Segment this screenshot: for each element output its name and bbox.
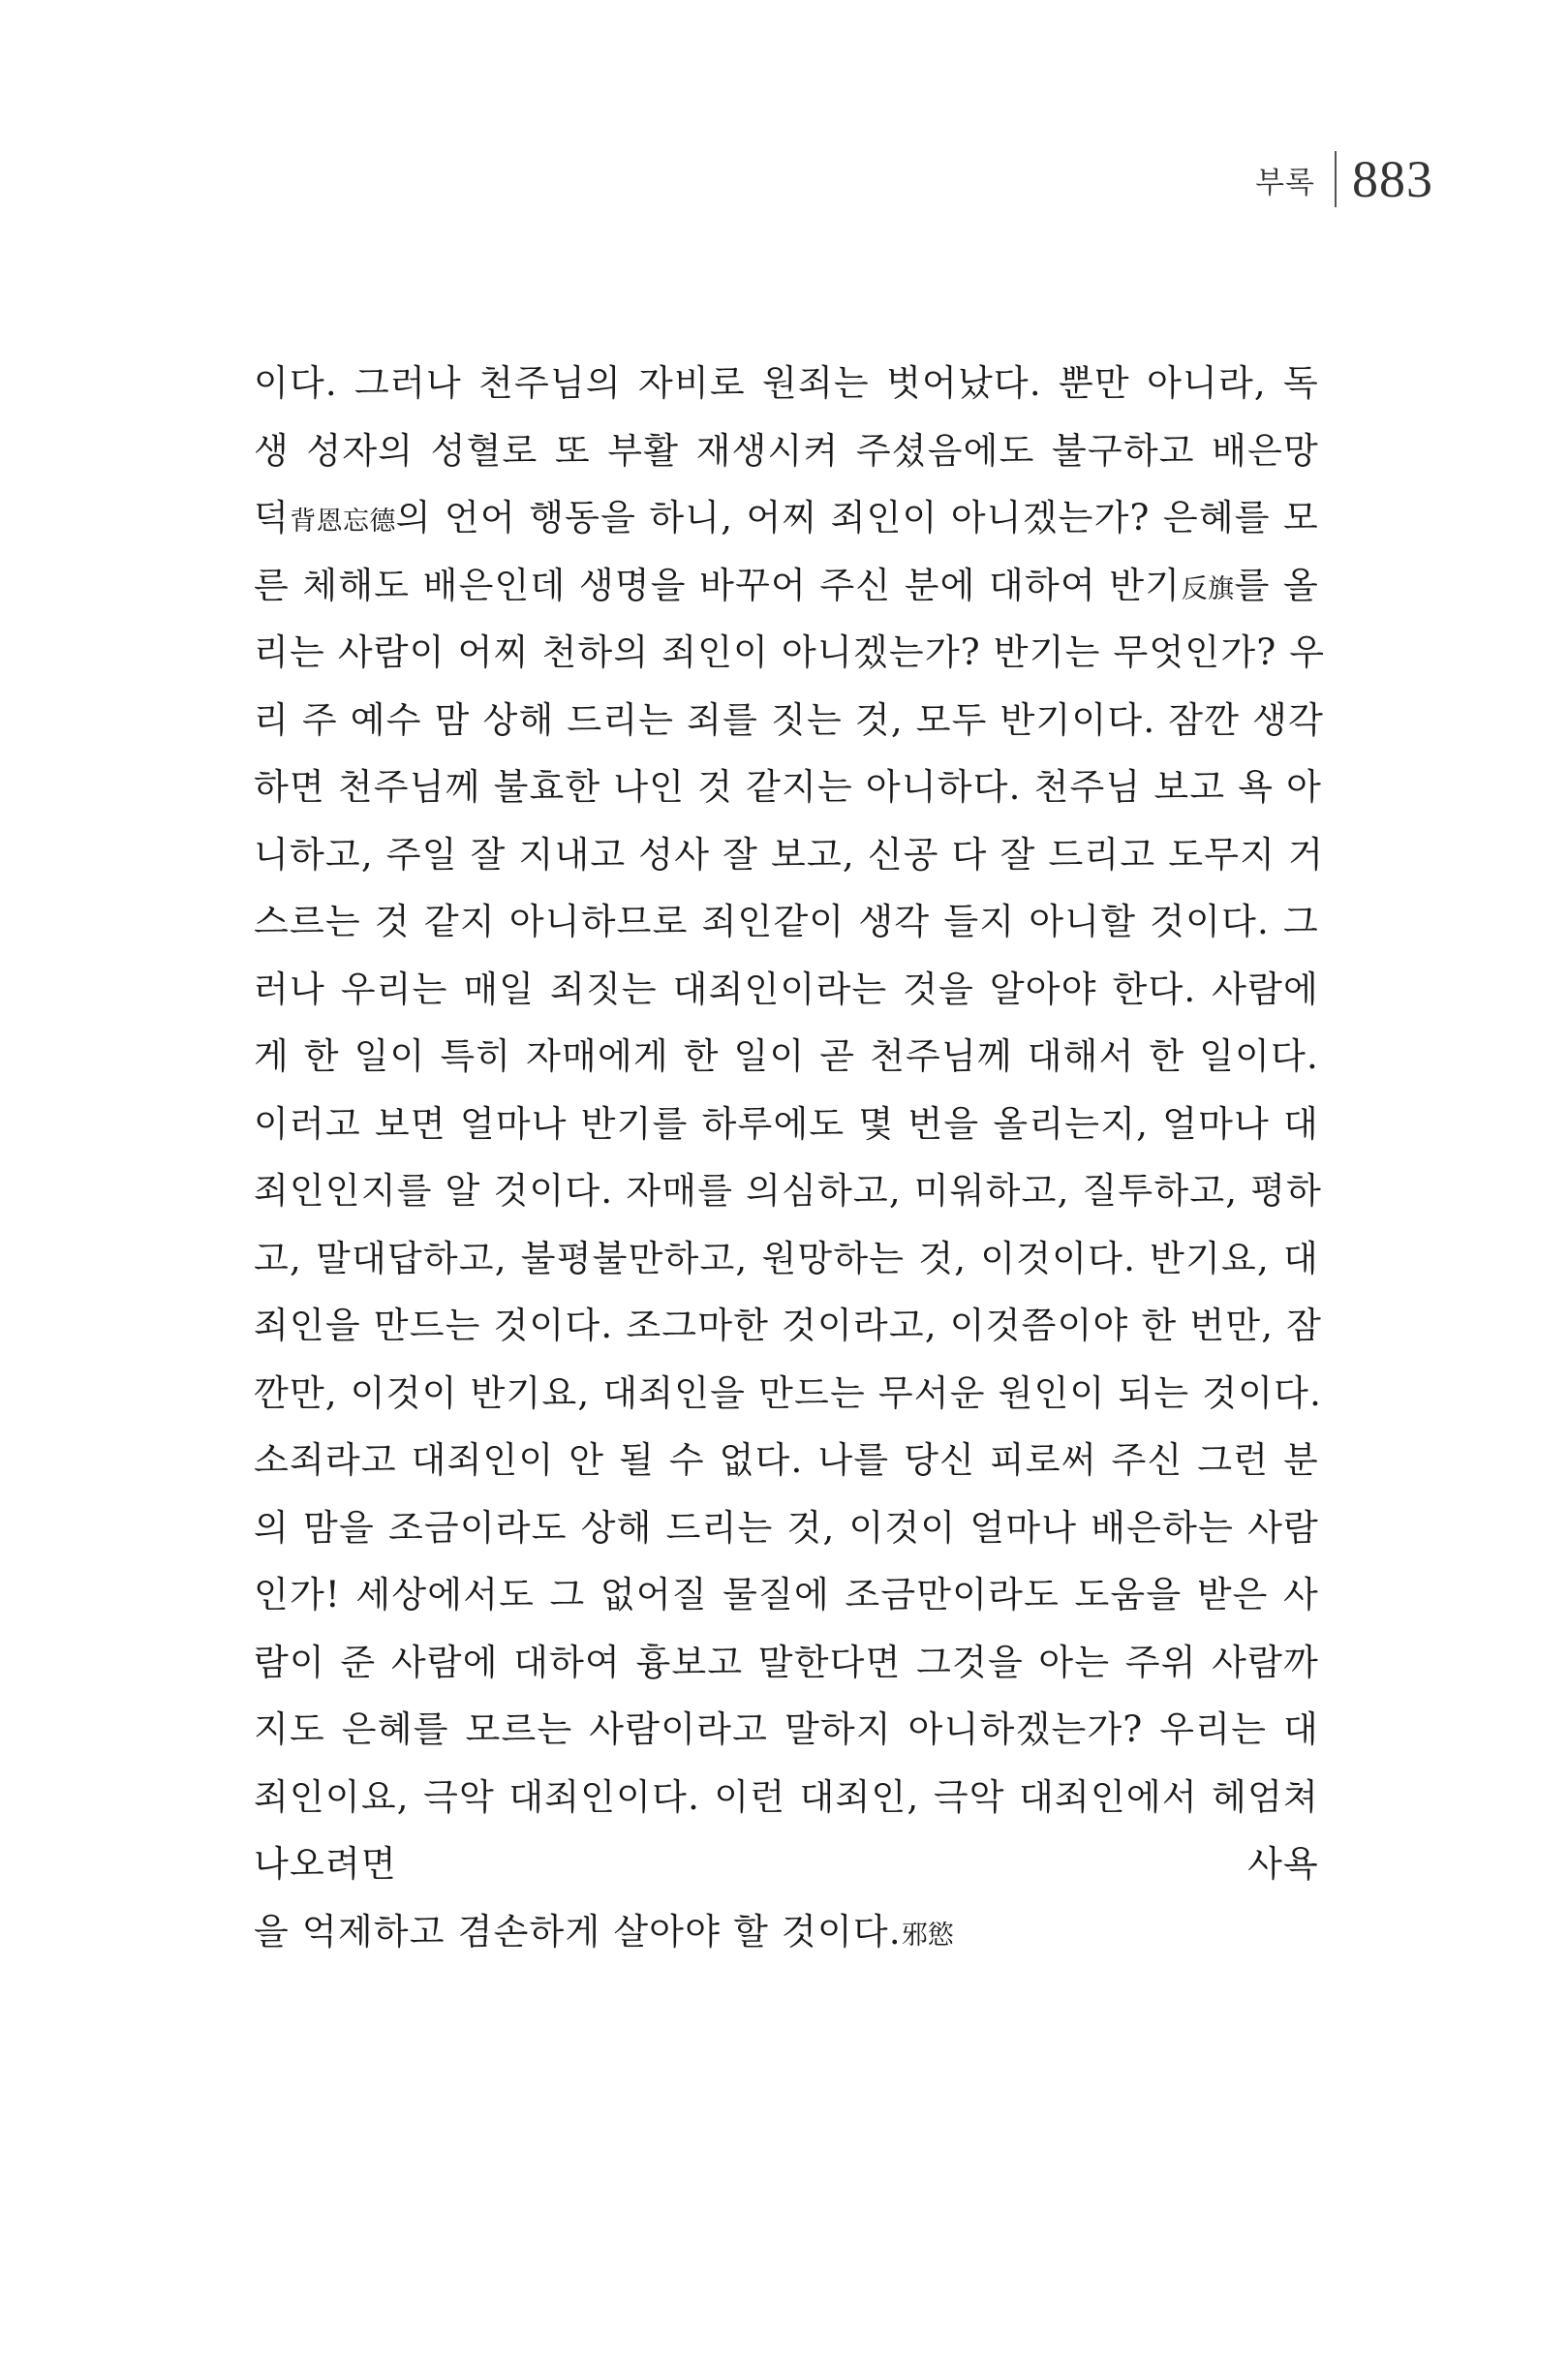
text-line: 죄인이요, 극악 대죄인이다. 이런 대죄인, 극악 대죄인에서 헤엄쳐	[254, 1775, 1319, 1818]
word-baeun-start: 덕	[254, 497, 290, 538]
hanja-annotation: 反旗	[1181, 573, 1235, 604]
text-line: 의 맘을 조금이라도 상해 드리는 것, 이것이 얼마나 배은하는 사람	[254, 1506, 1319, 1549]
line-segment: 의 언어 행동을 하니, 어찌 죄인이 아니겠는가? 은혜를 모	[395, 497, 1319, 538]
section-label: 부록	[1255, 165, 1315, 200]
text-line: 죄인을 만드는 것이다. 조그마한 것이라고, 이것쯤이야 한 번만, 잠	[254, 1305, 1323, 1346]
page-header	[1255, 145, 1433, 213]
text-line: 게 한 일이 특히 자매에게 한 일이 곧 천주님께 대해서 한 일이다.	[254, 1035, 1319, 1077]
text-line	[254, 1898, 1319, 1966]
line-segment: 를 올	[1234, 564, 1319, 606]
text-line: 리는 사람이 어찌 천하의 죄인이 아니겠는가? 반기는 무엇인가? 우	[254, 631, 1326, 673]
text-line: 나오려면 사욕	[254, 1843, 1319, 1885]
text-line: 이다. 그러나 천주님의 자비로 원죄는 벗어났다. 뿐만 아니라, 독	[254, 362, 1319, 404]
text-line: 람이 준 사람에 대하여 흉보고 말한다면 그것을 아는 주위 사람까	[254, 1641, 1319, 1683]
text-line: 생 성자의 성혈로 또 부활 재생시켜 주셨음에도 불구하고 배은망	[254, 429, 1319, 472]
hanja-annotation: 邪慾	[901, 1920, 954, 1951]
page-number: 883	[1352, 150, 1433, 208]
text-line: 러나 우리는 매일 죄짓는 대죄인이라는 것을 알아야 한다. 사람에	[254, 968, 1319, 1010]
text-line	[254, 552, 1319, 620]
text-line: 고, 말대답하고, 불평불만하고, 원망하는 것, 이것이다. 반기요, 대	[254, 1237, 1319, 1279]
text-line	[254, 484, 1319, 552]
line-segment: 른 체해도 배은인데 생명을 바꾸어 주신 분에 대하여 반기	[254, 564, 1182, 606]
text-line: 니하고, 주일 잘 지내고 성사 잘 보고, 신공 다 잘 드리고 도무지 거	[254, 833, 1325, 876]
text-line: 스르는 것 같지 아니하므로 죄인같이 생각 들지 아니할 것이다. 그	[254, 901, 1319, 942]
body-text	[254, 350, 1326, 1965]
text-line: 하면 천주님께 불효한 나인 것 같지는 아니하다. 천주님 보고 욕 아	[254, 766, 1323, 808]
hanja-annotation: 背恩忘德	[289, 507, 396, 537]
text-line: 지도 은혜를 모르는 사람이라고 말하지 아니하겠는가? 우리는 대	[254, 1708, 1319, 1750]
text-line: 이러고 보면 얼마나 반기를 하루에도 몇 번을 올리는지, 얼마나 대	[254, 1102, 1319, 1145]
text-line: 소죄라고 대죄인이 안 될 수 없다. 나를 당신 피로써 주신 그런 분	[254, 1439, 1319, 1481]
text-line: 죄인인지를 알 것이다. 자매를 의심하고, 미워하고, 질투하고, 평하	[254, 1170, 1323, 1212]
text-line: 인가! 세상에서도 그 없어질 물질에 조금만이라도 도움을 받은 사	[254, 1574, 1319, 1615]
text-line: 리 주 예수 맘 상해 드리는 죄를 짓는 것, 모두 반기이다. 잠깐 생각	[254, 698, 1325, 741]
line-segment: 을 억제하고 겸손하게 살아야 할 것이다.	[254, 1910, 902, 1953]
header-divider	[1335, 151, 1337, 207]
text-line: 깐만, 이것이 반기요, 대죄인을 만드는 무서운 원인이 되는 것이다.	[254, 1371, 1323, 1414]
